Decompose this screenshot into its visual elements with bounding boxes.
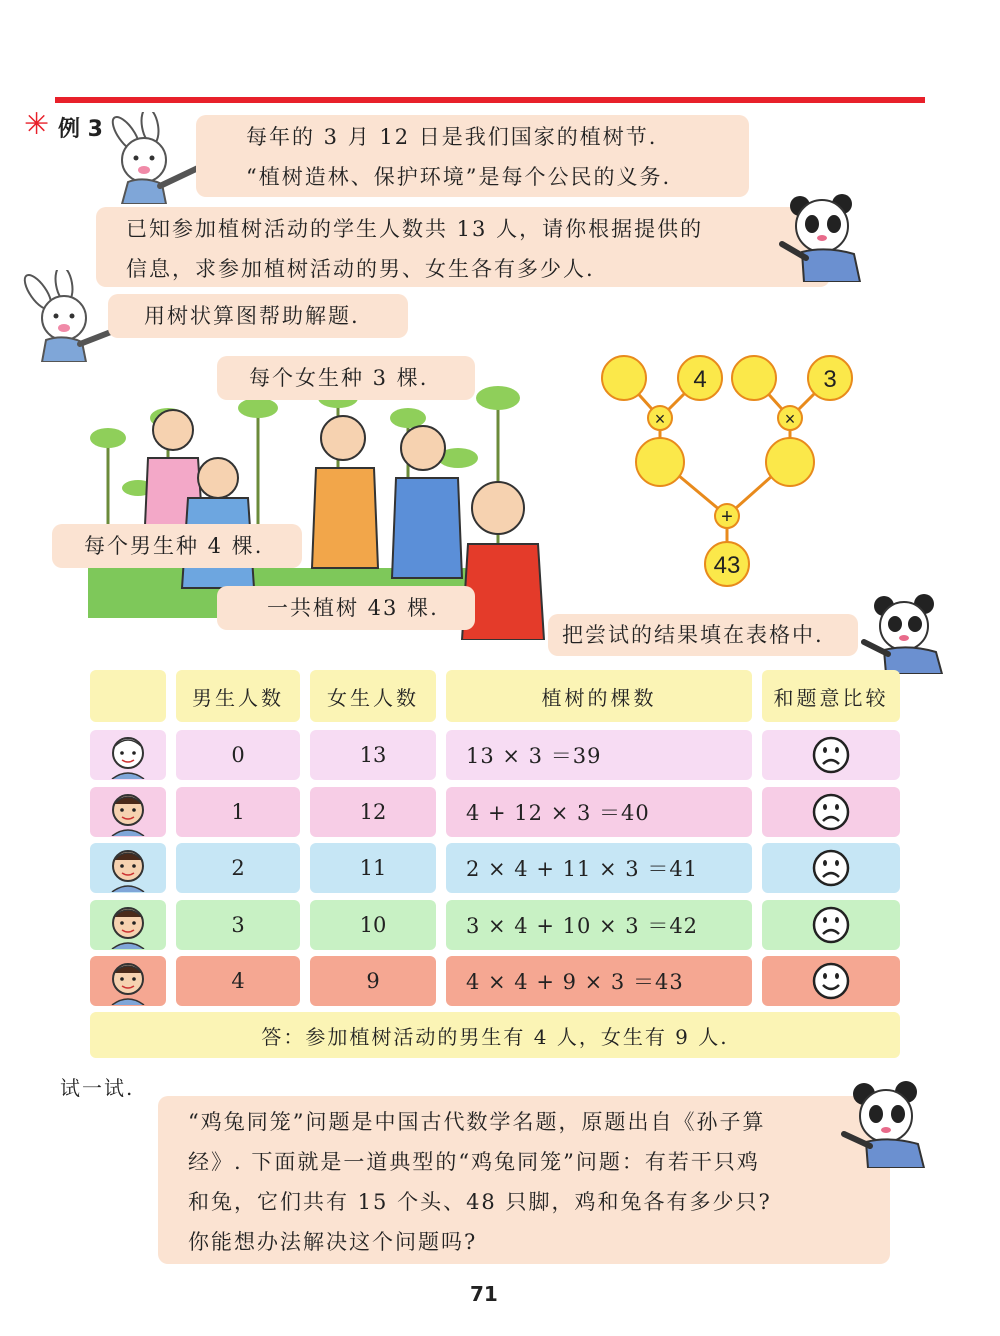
panda-mascot-icon [776,190,872,282]
total-label: 43 [713,552,741,579]
row-girls-cell: 11 [310,843,436,893]
row-girls-cell: 9 [310,956,436,1006]
row-boys-cell: 3 [176,900,300,950]
row-girls-cell: 10 [310,900,436,950]
problem-line-1: 已知参加植树活动的学生人数共 13 人，请你根据提供的 [126,217,704,241]
row-boys-cell: 0 [176,730,300,780]
hint-text: 用树状算图帮助解题. [144,304,360,328]
fill-prompt-text: 把尝试的结果填在表格中. [562,623,824,647]
girls-rule-bubble [217,356,475,400]
row-avatar-cell [90,956,166,1006]
page-number: 71 [470,1282,498,1306]
student-avatar-icon [100,788,156,836]
row-equation-cell: 13 × 3 ＝39 [446,730,752,780]
row-avatar-cell [90,730,166,780]
row-boys-cell: 2 [176,843,300,893]
boys-rule-text: 每个男生种 4 棵. [84,534,264,558]
try-it-line-2: 经》. 下面就是一道典型的“鸡兔同笼”问题：有若干只鸡 [188,1150,760,1174]
sad-face-icon [762,730,900,780]
student-avatar-icon [100,901,156,949]
total-rule-text: 一共植树 43 棵. [267,596,439,620]
left-multiplier-label: 4 [693,366,707,393]
row-boys-cell: 4 [176,956,300,1006]
student-avatar-icon [100,957,156,1005]
row-equation-cell: 3 × 4 + 10 × 3 ＝42 [446,900,752,950]
tree-diagram [590,350,870,590]
tree-node-empty [732,356,776,400]
tree-node-empty [602,356,646,400]
sad-face-icon [762,787,900,837]
intro-bubble [196,115,749,197]
row-equation-cell: 4 × 4 + 9 × 3 ＝43 [446,956,752,1006]
tree-node-empty [766,438,814,486]
times-label: × [784,409,796,429]
plus-label: + [721,506,733,528]
row-girls-cell: 13 [310,730,436,780]
try-it-line-4: 你能想办法解决这个问题吗? [188,1230,478,1254]
panda-mascot-icon [838,1078,938,1168]
header-compare: 和题意比较 [762,670,900,722]
girls-rule-text: 每个女生种 3 棵. [249,366,429,390]
row-boys-cell: 1 [176,787,300,837]
header-rule [55,97,925,103]
total-rule-bubble [217,586,475,630]
row-avatar-cell [90,843,166,893]
sad-face-icon [762,843,900,893]
hint-bubble [108,294,408,338]
row-equation-cell: 2 × 4 + 11 × 3 ＝41 [446,843,752,893]
student-avatar-icon [100,844,156,892]
try-it-line-3: 和兔，它们共有 15 个头、48 只脚，鸡和兔各有多少只? [188,1190,772,1214]
problem-bubble [96,207,830,287]
intro-line-2: “植树造林、保护环境”是每个公民的义务. [246,165,672,189]
try-it-label: 试一试. [60,1076,135,1100]
table-header-blank [90,670,166,722]
right-multiplier-label: 3 [823,366,837,393]
try-it-bubble [158,1096,890,1264]
row-avatar-cell [90,900,166,950]
rabbit-mascot-icon [100,112,210,204]
answer-text: 答：参加植树活动的男生有 4 人，女生有 9 人. [261,1024,729,1049]
header-boys: 男生人数 [176,670,300,722]
student-avatar-icon [100,731,156,779]
example-label: 例 3 [58,117,103,142]
fill-prompt-bubble [548,614,858,656]
problem-line-2: 信息，求参加植树活动的男、女生各有多少人. [126,257,595,281]
tree-node-empty [636,438,684,486]
happy-face-icon [762,956,900,1006]
row-avatar-cell [90,787,166,837]
answer-bar [90,1012,900,1058]
times-label: × [654,409,666,429]
row-equation-cell: 4 + 12 × 3 ＝40 [446,787,752,837]
boys-rule-bubble [52,524,302,568]
rabbit-mascot-icon [12,270,122,362]
star-icon: ✳ [24,107,50,142]
header-girls: 女生人数 [310,670,436,722]
try-it-line-1: “鸡兔同笼”问题是中国古代数学名题，原题出自《孙子算 [188,1110,766,1134]
sad-face-icon [762,900,900,950]
intro-line-1: 每年的 3 月 12 日是我们国家的植树节. [246,125,658,149]
header-trees: 植树的棵数 [446,670,752,722]
row-girls-cell: 12 [310,787,436,837]
panda-mascot-icon [858,592,954,674]
